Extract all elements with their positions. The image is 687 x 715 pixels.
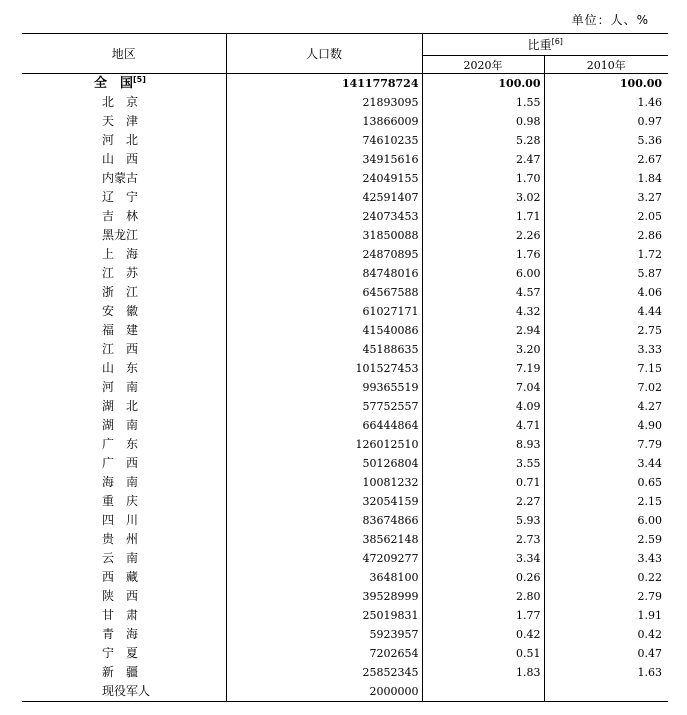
population-cell: 13866009 <box>226 112 422 131</box>
population-cell: 25019831 <box>226 606 422 625</box>
region-cell: 山东 <box>22 359 226 378</box>
table-row <box>22 625 668 644</box>
unit-label: 单位：人、% <box>571 13 649 27</box>
share-2010-cell: 4.90 <box>637 419 663 432</box>
region-cell: 全 国[5] <box>22 74 226 94</box>
table-row <box>22 530 668 549</box>
share-2020-cell: 3.55 <box>422 454 544 473</box>
table-row <box>22 207 668 226</box>
share-2020-cell: 1.83 <box>422 663 544 682</box>
table-row <box>22 473 668 492</box>
region-cell: 四川 <box>22 511 226 530</box>
share-2010-cell: 7.02 <box>637 381 663 394</box>
share-2020-cell: 1.77 <box>422 606 544 625</box>
region-cell: 陕西 <box>22 587 226 606</box>
table-row <box>22 169 668 188</box>
population-table <box>22 33 668 702</box>
population-cell: 45188635 <box>226 340 422 359</box>
population-cell: 31850088 <box>226 226 422 245</box>
population-cell: 66444864 <box>226 416 422 435</box>
region-cell: 河北 <box>22 131 226 150</box>
population-cell: 39528999 <box>226 587 422 606</box>
share-2010-cell: 2.79 <box>637 590 663 603</box>
population-cell: 83674866 <box>226 511 422 530</box>
table-row <box>22 435 668 454</box>
population-cell: 5923957 <box>226 625 422 644</box>
share-2010-cell: 7.79 <box>637 438 663 451</box>
table-row <box>22 359 668 378</box>
share-2010-cell: 6.00 <box>637 514 663 527</box>
share-2020-cell: 2.80 <box>422 587 544 606</box>
population-cell: 2000000 <box>226 682 422 702</box>
region-cell: 河南 <box>22 378 226 397</box>
region-cell: 甘肃 <box>22 606 226 625</box>
share-2020-cell: 0.42 <box>422 625 544 644</box>
share-2010-cell: 7.15 <box>637 362 663 375</box>
region-cell: 安徽 <box>22 302 226 321</box>
population-cell: 47209277 <box>226 549 422 568</box>
population-cell: 61027171 <box>226 302 422 321</box>
share-2010-cell: 2.05 <box>637 210 663 223</box>
table-row <box>22 682 668 702</box>
population-cell: 25852345 <box>226 663 422 682</box>
population-cell: 32054159 <box>226 492 422 511</box>
population-cell: 24073453 <box>226 207 422 226</box>
population-cell: 74610235 <box>226 131 422 150</box>
share-2020-cell: 0.26 <box>422 568 544 587</box>
table-row <box>22 454 668 473</box>
table-row <box>22 245 668 264</box>
population-cell: 126012510 <box>226 435 422 454</box>
share-2010-cell: 2.59 <box>637 533 663 546</box>
population-cell: 84748016 <box>226 264 422 283</box>
share-2020-cell: 2.73 <box>422 530 544 549</box>
share-2010-cell: 1.84 <box>637 172 663 185</box>
share-2020-cell <box>422 682 544 702</box>
share-2020-cell: 1.71 <box>422 207 544 226</box>
share-2010-cell: 0.65 <box>637 476 663 489</box>
table-row <box>22 188 668 207</box>
share-2020-cell: 4.09 <box>422 397 544 416</box>
share-2010-cell: 4.27 <box>637 400 663 413</box>
table-row <box>22 644 668 663</box>
share-2010-cell: 1.63 <box>637 666 663 679</box>
share-2020-cell: 2.47 <box>422 150 544 169</box>
share-2020-cell: 5.93 <box>422 511 544 530</box>
share-2010-cell: 0.97 <box>637 115 663 128</box>
population-cell: 101527453 <box>226 359 422 378</box>
table-row <box>22 264 668 283</box>
share-2020-cell: 6.00 <box>422 264 544 283</box>
table-row <box>22 416 668 435</box>
region-cell: 浙江 <box>22 283 226 302</box>
share-2020-cell: 4.32 <box>422 302 544 321</box>
share-2020-cell: 1.55 <box>422 93 544 112</box>
region-cell: 海南 <box>22 473 226 492</box>
region-cell: 现役军人 <box>22 682 226 702</box>
table-row <box>22 511 668 530</box>
region-cell: 江苏 <box>22 264 226 283</box>
region-cell: 黑龙江 <box>22 226 226 245</box>
region-cell: 上海 <box>22 245 226 264</box>
table-row <box>22 321 668 340</box>
share-2010-cell: 2.86 <box>637 229 663 242</box>
table-row-total <box>22 74 668 94</box>
share-2020-cell: 5.28 <box>422 131 544 150</box>
year-2020-header: 2020年 <box>422 56 544 74</box>
share-2020-cell: 2.94 <box>422 321 544 340</box>
share-2010-cell: 0.22 <box>637 571 663 584</box>
share-2010-cell: 4.06 <box>637 286 663 299</box>
share-2010-cell <box>544 682 668 702</box>
region-cell: 天津 <box>22 112 226 131</box>
share-2010-cell: 1.46 <box>637 96 663 109</box>
share-2010-cell: 5.36 <box>637 134 663 147</box>
region-cell: 广东 <box>22 435 226 454</box>
share-2020-cell: 3.20 <box>422 340 544 359</box>
share-header: 比重[6] <box>422 34 668 56</box>
population-cell: 64567588 <box>226 283 422 302</box>
population-cell: 21893095 <box>226 93 422 112</box>
share-2010-cell: 0.47 <box>637 647 663 660</box>
population-cell: 24049155 <box>226 169 422 188</box>
share-2010-cell: 100.00 <box>619 77 663 90</box>
share-2020-cell: 7.04 <box>422 378 544 397</box>
share-2020-cell: 1.76 <box>422 245 544 264</box>
region-cell: 青海 <box>22 625 226 644</box>
region-cell: 湖北 <box>22 397 226 416</box>
share-2010-cell: 2.67 <box>637 153 663 166</box>
population-cell: 34915616 <box>226 150 422 169</box>
table-row <box>22 283 668 302</box>
table-row <box>22 587 668 606</box>
total-footnote: [5] <box>133 75 146 84</box>
share-2020-cell: 0.98 <box>422 112 544 131</box>
region-cell: 广西 <box>22 454 226 473</box>
share-2020-cell: 3.34 <box>422 549 544 568</box>
share-2010-cell: 4.44 <box>637 305 663 318</box>
share-2010-cell: 3.33 <box>637 343 663 356</box>
table-row <box>22 663 668 682</box>
share-2020-cell: 0.51 <box>422 644 544 663</box>
share-footnote: [6] <box>551 37 563 46</box>
region-cell: 西藏 <box>22 568 226 587</box>
share-2020-cell: 3.02 <box>422 188 544 207</box>
population-header: 人口数 <box>226 34 422 74</box>
population-cell: 1411778724 <box>226 74 422 94</box>
table-row <box>22 549 668 568</box>
region-cell: 贵州 <box>22 530 226 549</box>
population-cell: 38562148 <box>226 530 422 549</box>
region-cell: 北京 <box>22 93 226 112</box>
region-cell: 新疆 <box>22 663 226 682</box>
region-cell: 山西 <box>22 150 226 169</box>
share-2010-cell: 3.43 <box>637 552 663 565</box>
table-row <box>22 93 668 112</box>
table-row <box>22 302 668 321</box>
share-2020-cell: 100.00 <box>422 74 544 94</box>
region-cell: 内蒙古 <box>22 169 226 188</box>
table-row <box>22 150 668 169</box>
table-row <box>22 492 668 511</box>
table-row <box>22 606 668 625</box>
share-2020-cell: 4.57 <box>422 283 544 302</box>
region-cell: 云南 <box>22 549 226 568</box>
region-cell: 江西 <box>22 340 226 359</box>
population-cell: 24870895 <box>226 245 422 264</box>
region-cell: 重庆 <box>22 492 226 511</box>
population-cell: 50126804 <box>226 454 422 473</box>
share-2010-cell: 0.42 <box>637 628 663 641</box>
share-2020-cell: 1.70 <box>422 169 544 188</box>
region-cell: 辽宁 <box>22 188 226 207</box>
population-cell: 7202654 <box>226 644 422 663</box>
population-cell: 10081232 <box>226 473 422 492</box>
share-2010-cell: 1.72 <box>637 248 663 261</box>
share-2010-cell: 5.87 <box>637 267 663 280</box>
share-2010-cell: 3.44 <box>637 457 663 470</box>
region-cell: 湖南 <box>22 416 226 435</box>
table-row <box>22 226 668 245</box>
share-2020-cell: 8.93 <box>422 435 544 454</box>
share-2020-cell: 0.71 <box>422 473 544 492</box>
table-row <box>22 131 668 150</box>
population-cell: 57752557 <box>226 397 422 416</box>
population-cell: 42591407 <box>226 188 422 207</box>
share-2020-cell: 4.71 <box>422 416 544 435</box>
table-row <box>22 340 668 359</box>
population-cell: 99365519 <box>226 378 422 397</box>
table-row <box>22 397 668 416</box>
region-cell: 福建 <box>22 321 226 340</box>
table-row <box>22 568 668 587</box>
share-2010-cell: 1.91 <box>637 609 663 622</box>
year-2010-header: 2010年 <box>544 56 668 74</box>
share-2010-cell: 3.27 <box>637 191 663 204</box>
share-2020-cell: 2.26 <box>422 226 544 245</box>
population-cell: 41540086 <box>226 321 422 340</box>
table-row <box>22 378 668 397</box>
region-cell: 宁夏 <box>22 644 226 663</box>
population-cell: 3648100 <box>226 568 422 587</box>
share-2020-cell: 2.27 <box>422 492 544 511</box>
share-2020-cell: 7.19 <box>422 359 544 378</box>
share-2010-cell: 2.75 <box>637 324 663 337</box>
share-2010-cell: 2.15 <box>637 495 663 508</box>
region-header: 地区 <box>22 34 226 74</box>
table-row <box>22 112 668 131</box>
region-cell: 吉林 <box>22 207 226 226</box>
